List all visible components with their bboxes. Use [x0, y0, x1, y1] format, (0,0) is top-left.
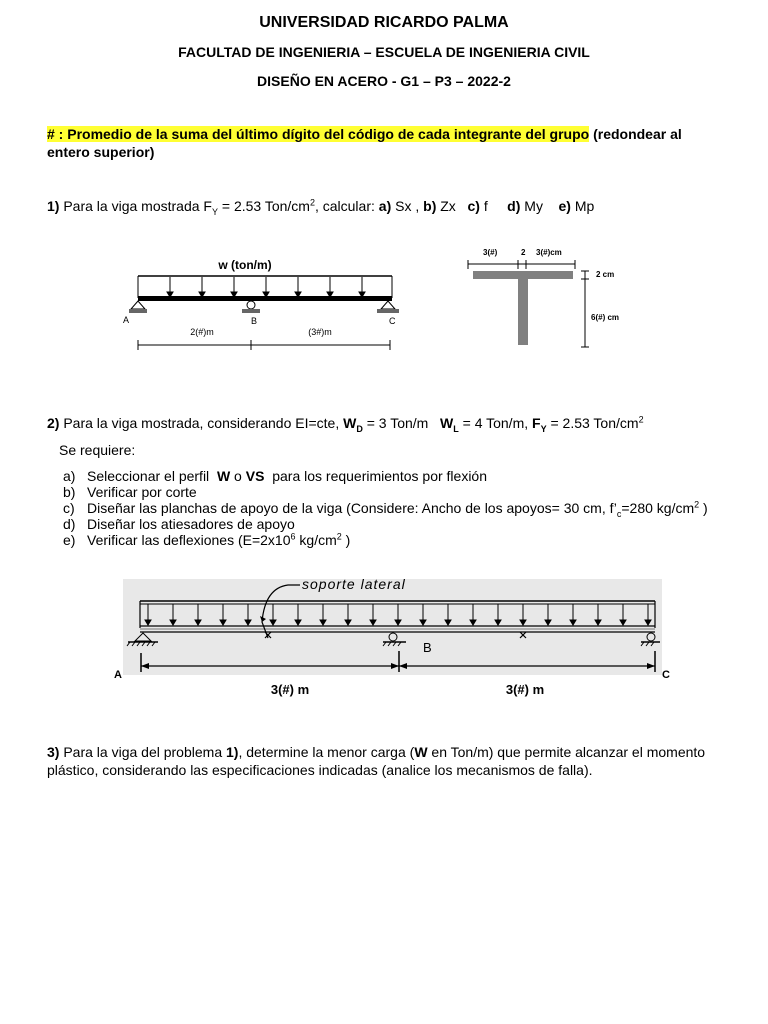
item-a-text: Sx ,: [391, 198, 424, 214]
list-item: [63, 484, 708, 500]
w-symbol: W: [414, 744, 428, 760]
list-letter: b): [63, 484, 76, 500]
requires-label: Se requiere:: [59, 442, 136, 458]
profile-w: W: [216, 468, 231, 484]
flange-dim-middle: 2: [521, 248, 526, 257]
list-text: Verificar las deflexiones (E=2x10: [87, 532, 291, 548]
list-text: o: [230, 468, 246, 484]
fc-subscript: c: [616, 508, 622, 519]
fy-2-superscript: 2: [638, 414, 644, 425]
support-c-label: C: [389, 316, 396, 326]
list-letter: c): [63, 500, 75, 516]
problem-3-text-2: , determine la menor carga (: [238, 744, 415, 760]
beam-1-diagram: [120, 252, 410, 357]
fy-symbol: F: [532, 415, 541, 431]
course-title: DISEÑO EN ACERO - G1 – P3 – 2022-2: [257, 73, 511, 89]
item-b-text: Zx: [436, 198, 468, 214]
span-2-label: (3#)m: [308, 327, 332, 337]
list-letter: d): [63, 516, 76, 532]
wd-subscript: D: [356, 423, 363, 434]
university-title: UNIVERSIDAD RICARDO PALMA: [259, 14, 509, 31]
list-item: [63, 499, 708, 519]
problem-3-number: 3): [47, 744, 60, 760]
t-section-diagram: [465, 244, 645, 352]
problem-3-text-3: en Ton/m) que permite alcanzar el momento plástico, considerando las especificaciones indicadas (analice los mecanismos de falla).: [47, 744, 706, 778]
list-text: para los requerimientos por flexión: [264, 468, 487, 484]
beam-2-diagram: [110, 576, 670, 701]
problem-3-text: Para la viga del problema: [59, 744, 226, 760]
list-text: kg/cm: [295, 532, 337, 548]
lateral-support-label: soporte lateral: [302, 576, 406, 592]
beam-1: [138, 296, 392, 301]
item-e-text: Mp: [570, 198, 595, 214]
item-d-text: My: [520, 198, 559, 214]
support-b-label: B: [423, 640, 432, 655]
span-1-label: 2(#)m: [190, 327, 214, 337]
cm2-superscript: 2: [336, 531, 342, 542]
span-1-label: 3(#) m: [270, 682, 310, 697]
faculty-title: FACULTAD DE INGENIERIA – ESCUELA DE INGENIERIA CIVIL: [178, 44, 590, 60]
intro-highlight: # : Promedio de la suma del último dígito del código de cada integrante del grupo: [47, 126, 590, 142]
support-a-icon: [129, 301, 147, 313]
problem-2-number: 2): [47, 415, 60, 431]
support-b-label: B: [251, 316, 258, 326]
flange-dim-right: 3(#)cm: [536, 248, 562, 257]
load-label: w (ton/m): [218, 258, 272, 272]
item-d-letter: d): [507, 198, 521, 214]
t-web: [518, 279, 528, 345]
list-text: ): [341, 532, 351, 548]
list-text: Seleccionar el perfil: [87, 468, 217, 484]
profile-vs: VS: [245, 468, 265, 484]
load-arrows: [167, 277, 365, 297]
wl-value: = 4 Ton/m,: [458, 415, 533, 431]
wl-symbol: W: [440, 415, 454, 431]
problem-2-statement: [47, 414, 644, 432]
fy-2-value: = 2.53 Ton/cm: [546, 415, 639, 431]
problem-1-fy-value: = 2.53 Ton/cm: [217, 198, 310, 214]
list-letter: a): [63, 468, 76, 484]
support-c-icon: [377, 301, 399, 313]
list-text: Verificar por corte: [87, 484, 197, 500]
item-a-letter: a): [378, 198, 392, 214]
item-c-letter: c): [467, 198, 480, 214]
intro-note: [47, 125, 727, 161]
flange-dim-left: 3(#): [483, 248, 498, 257]
cm2-superscript: 2: [309, 197, 315, 208]
wd-symbol: W: [343, 415, 357, 431]
requirements-list: [63, 468, 708, 548]
support-b-icon: [242, 301, 260, 313]
item-e-letter: e): [558, 198, 571, 214]
list-text: Diseñar las planchas de apoyo de la viga (Considere: Ancho de los apoyos= 30 cm, f’: [87, 500, 617, 516]
list-text: Diseñar los atiesadores de apoyo: [87, 516, 295, 532]
list-text: ): [699, 500, 708, 516]
item-c-text: f: [479, 198, 508, 214]
item-b-letter: b): [423, 198, 437, 214]
list-item: [63, 516, 708, 532]
wd-value: = 3 Ton/m: [362, 415, 441, 431]
diagram-background: [123, 579, 662, 675]
support-a-label: A: [114, 669, 122, 681]
problem-reference: 1): [226, 744, 239, 760]
intro-rest: (redondear al entero superior): [47, 126, 682, 160]
problem-1-number: 1): [47, 198, 60, 214]
web-height-label: 6(#) cm: [591, 313, 620, 322]
list-text: =280 kg/cm: [621, 500, 695, 516]
support-a-label: A: [123, 315, 130, 325]
cm2-superscript: 2: [694, 499, 700, 510]
list-item: [63, 468, 708, 484]
problem-1-calc-label: , calcular:: [314, 198, 379, 214]
problem-2-text: Para la viga mostrada, considerando EI=cte,: [59, 415, 344, 431]
flange-thickness-label: 2 cm: [596, 270, 615, 279]
exponent-superscript: 6: [290, 531, 296, 542]
support-c-label: C: [662, 669, 670, 681]
fy-2-subscript: Y: [540, 423, 547, 434]
problem-1-text: Para la viga mostrada F: [59, 198, 212, 214]
problem-3-statement: [47, 743, 737, 779]
list-letter: e): [63, 532, 76, 548]
t-flange: [473, 271, 573, 279]
wl-subscript: L: [453, 423, 459, 434]
fy-subscript: Y: [211, 206, 218, 217]
problem-1-statement: [47, 197, 594, 215]
span-2-label: 3(#) m: [505, 682, 545, 697]
list-item: [63, 532, 708, 548]
